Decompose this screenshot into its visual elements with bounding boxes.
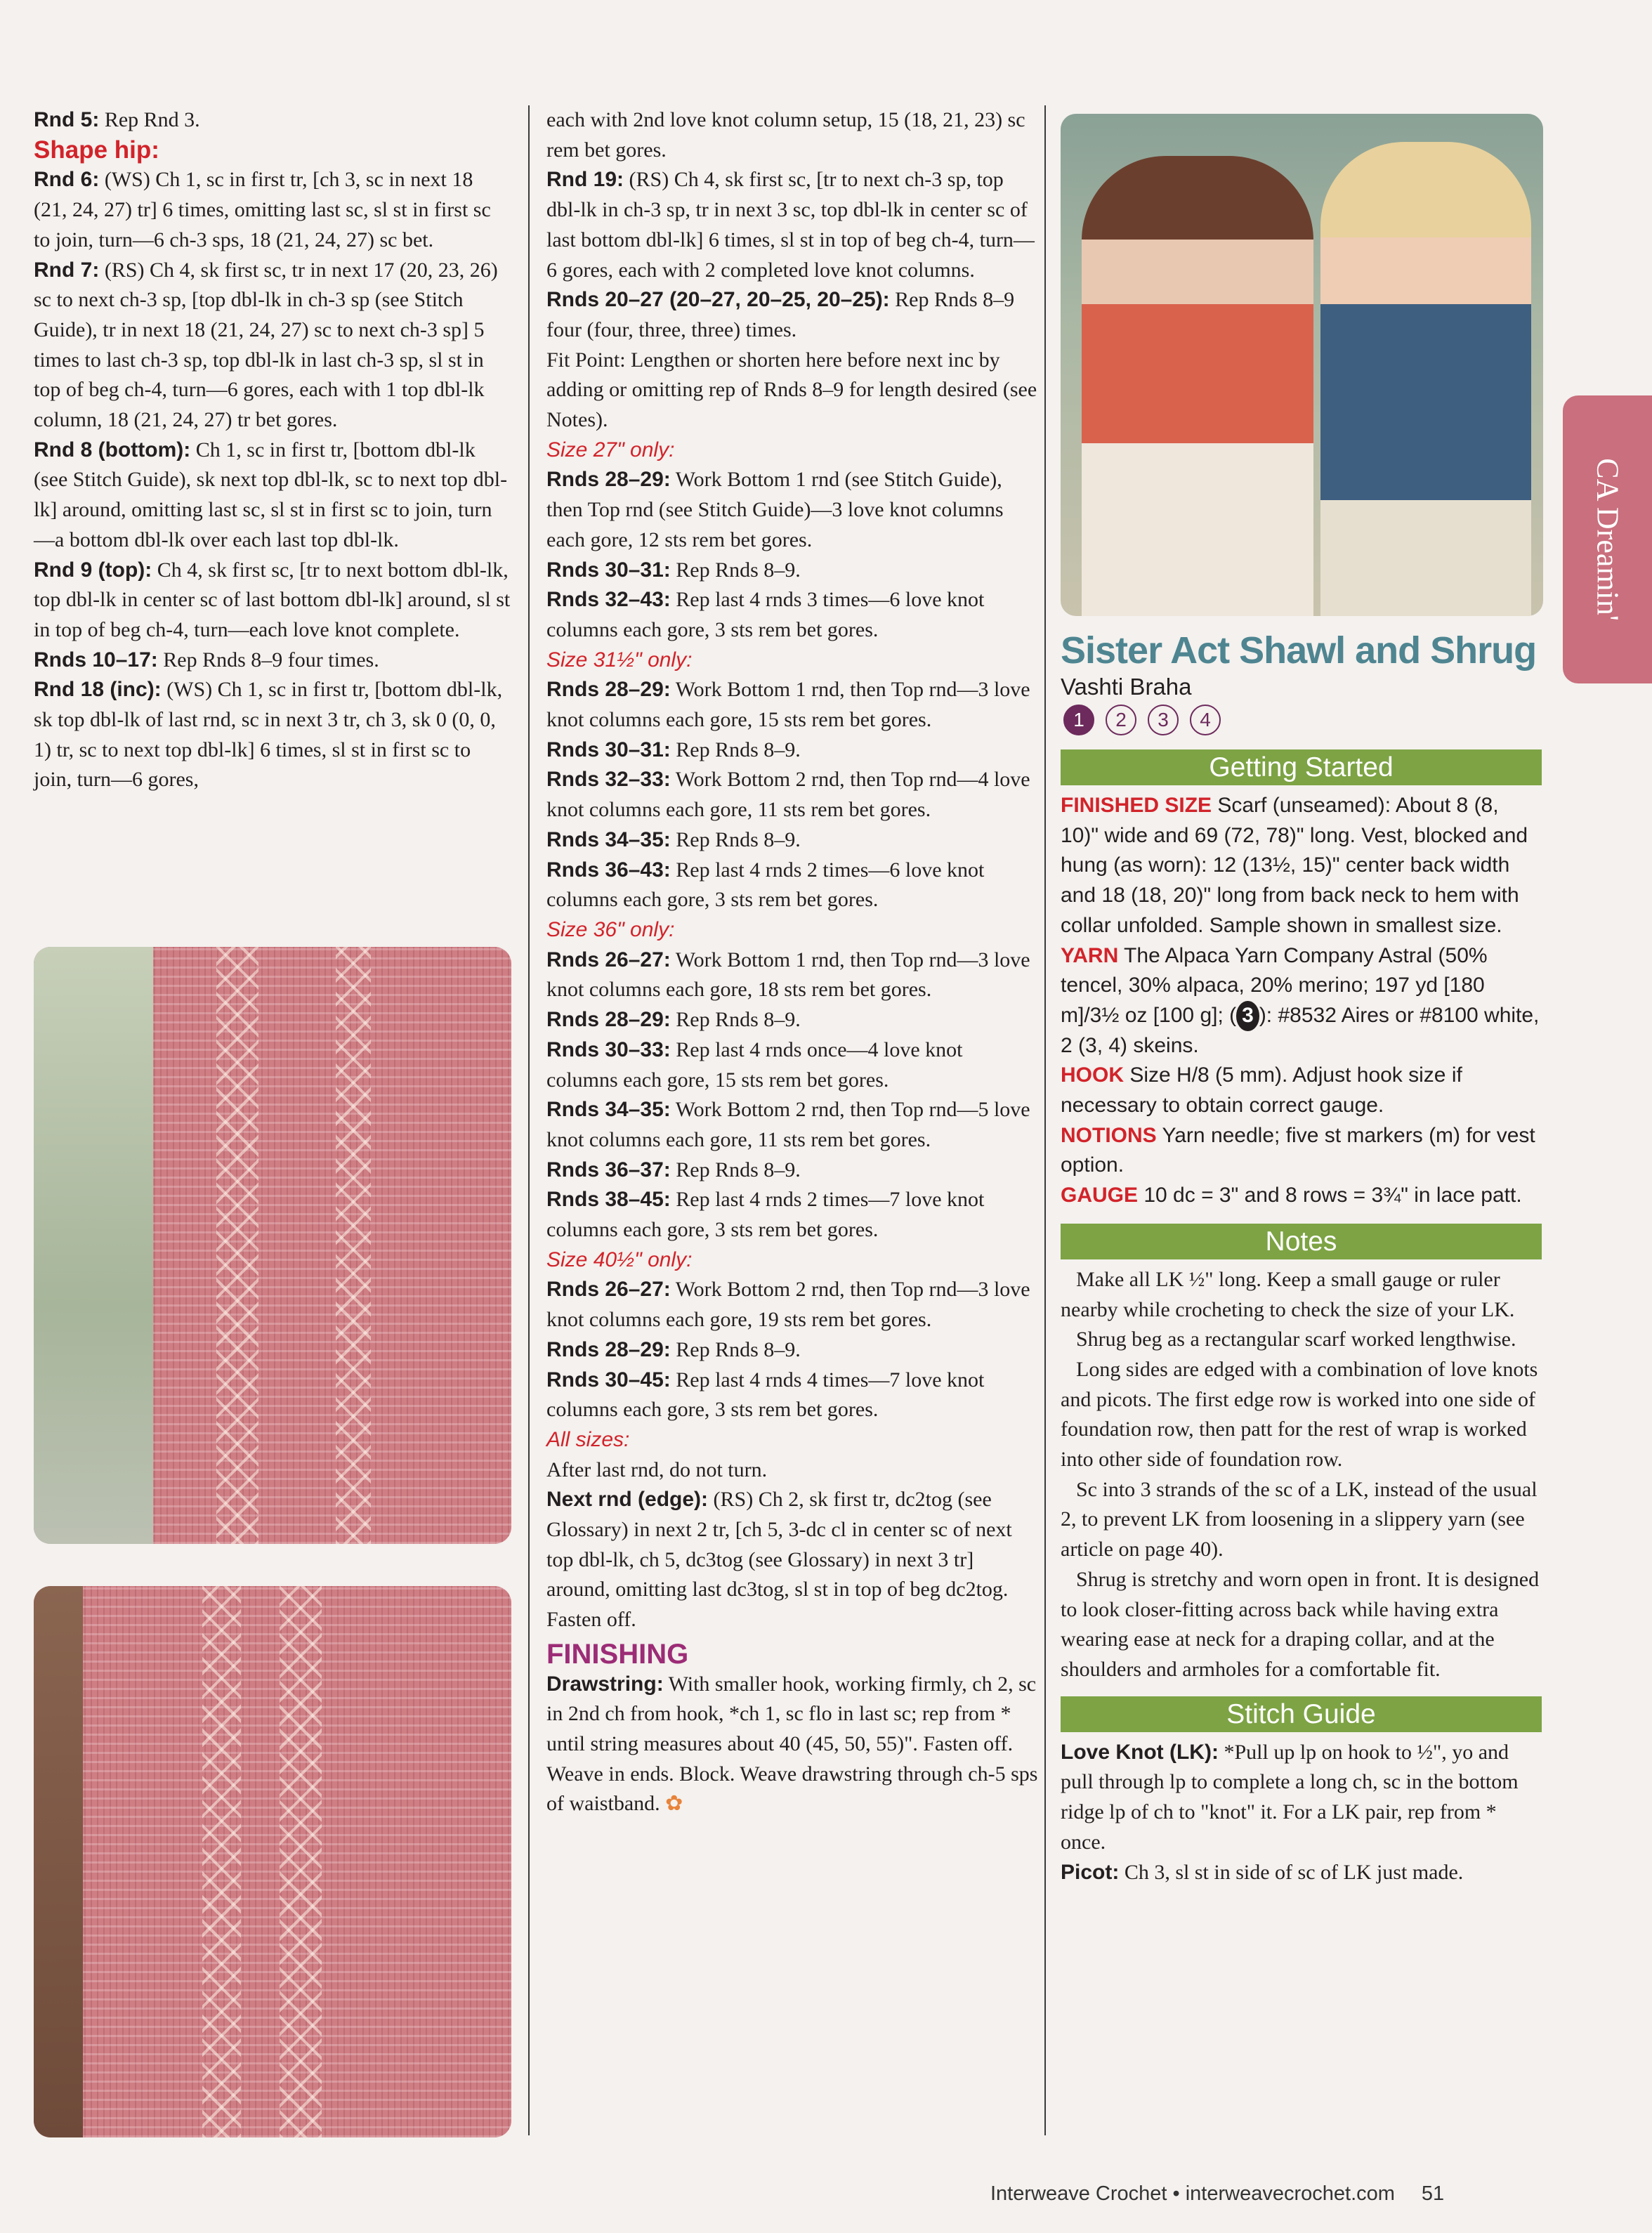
size-36-rnd: Rnds 34–35: Work Bottom 2 rnd, then Top rnd—5 love knot columns each gore, 11 sts rem bet gores. [546,1098,1030,1151]
love-knot-def: Love Knot (LK): *Pull up lp on hook to ½", yo and pull through lp to complete a long ch, sc in the bottom ridge lp of ch to "knot" it. For a LK pair, rep from * once. [1061,1740,1519,1854]
models-photo [1061,114,1543,616]
size-36-rnd: Rnds 38–45: Rep last 4 rnds 2 times—7 love knot columns each gore, 3 sts rem bet gores. [546,1188,985,1242]
note: Make all LK ½" long. Keep a small gauge or ruler nearby while crocheting to check the size of your LK. [1061,1267,1515,1321]
size-36-rnd: Rnds 26–27: Work Bottom 1 rnd, then Top rnd—3 love knot columns each gore, 18 sts rem bet gores. [546,948,1030,1002]
pattern-author: Vashti Braha [1061,674,1192,700]
love-knot-column [280,1586,322,2137]
picot-def: Picot: Ch 3, sl st in side of sc of LK just made. [1061,1860,1464,1884]
column-divider [528,105,530,2135]
rnd-6: Rnd 6: (WS) Ch 1, sc in first tr, [ch 3, sc in next 18 (21, 24, 27) tr] 6 times, omitting last sc, sl st in first sc to join, turn—6 ch-3 sps, 18 (21, 24, 27) sc bet. [34,168,491,251]
stitch-guide-header: Stitch Guide [1061,1696,1542,1732]
rnd-19: Rnd 19: (RS) Ch 4, sk first sc, [tr to next ch-3 sp, top dbl-lk in ch-3 sp, tr in next 3 sc, top dbl-lk in center sc of last bottom dbl-lk] 6 times, sl st in top of beg ch-4, turn—6 gores, each with 2 completed love knot columns. [546,168,1035,282]
size-31-rnd: Rnds 30–31: Rep Rnds 8–9. [546,738,801,761]
size-27-rnd: Rnds 30–31: Rep Rnds 8–9. [546,558,801,582]
finished-size: FINISHED SIZE Scarf (unseamed): About 8 (8, 10)" wide and 69 (72, 78)" long. Vest, blocked and hung (as worn): 12 (13½, 15)" center back width and 18 (18, 20)" long from back neck to hem with collar unfolded. Sample shown in smallest size. [1061,794,1528,937]
model-left [1082,156,1313,616]
all-sizes-text: After last rnd, do not turn. [546,1458,768,1481]
size-31-label: Size 31½" only: [546,648,693,672]
finishing-heading: FINISHING [546,1638,689,1670]
getting-started-header: Getting Started [1061,749,1542,785]
page-footer [990,2182,1444,2206]
fit-point: Fit Point: Lengthen or shorten here before next inc by adding or omitting rep of Rnds 8–9 for length desired (see Notes). [546,348,1037,432]
pattern-title: Sister Act Shawl and Shrug [1061,629,1537,672]
rnds-20-27: Rnds 20–27 (20–27, 20–25, 20–25): Rep Rnds 8–9 four (four, three, three) times. [546,288,1015,341]
love-knot-column [202,1586,241,2137]
yarn: YARN The Alpaca Yarn Company Astral (50% tencel, 30% alpaca, 20% merino; 197 yd [180 m]/3½ oz [100 g]; ( 3 ): #8532 Aires or #8100 white, 2 (3, 4) skeins. [1061,943,1540,1057]
rnd-5: Rnd 5: Rep Rnd 3. [34,108,200,131]
size-36-label: Size 36" only: [546,917,675,941]
size-27-rnd: Rnds 28–29: Work Bottom 1 rnd (see Stitch Guide), then Top rnd (see Stitch Guide)—3 love knot columns each gore, 12 sts rem bet gores. [546,468,1004,551]
love-knot-column [336,947,371,1544]
column-divider [1044,105,1046,2135]
size-36-rnd: Rnds 30–33: Rep last 4 rnds once—4 love knot columns each gore, 15 sts rem bet gores. [546,1037,963,1092]
column-right [1061,629,1542,1887]
skill-level-4: 4 [1190,705,1221,735]
notes-header: Notes [1061,1224,1542,1259]
skirt-photo-top [34,947,511,1544]
note: Sc into 3 strands of the sc of a LK, instead of the usual 2, to prevent LK from loosening in a slippery yarn (see article on page 40). [1061,1477,1538,1561]
rnd-9: Rnd 9 (top): Ch 4, sk first sc, [tr to next bottom dbl-lk, top dbl-lk in center sc of last bottom dbl-lk] around, sl st in top of beg ch-4, turn—each love knot complete. [34,558,511,641]
page-number: 51 [1421,2182,1445,2205]
rnds-10-17: Rnds 10–17: Rep Rnds 8–9 four times. [34,648,379,672]
skill-level-2: 2 [1106,705,1136,735]
yarn-weight-icon: 3 [1236,1001,1259,1031]
hook: HOOK Size H/8 (5 mm). Adjust hook size if necessary to obtain correct gauge. [1061,1063,1462,1118]
size-31-rnd: Rnds 34–35: Rep Rnds 8–9. [546,827,801,851]
drawstring: Drawstring: With smaller hook, working firmly, ch 2, sc in 2nd ch from hook, *ch 1, sc flo in last sc; rep from * until string measures about 40 (45, 50, 55)". Fasten off. Weave in ends. Block. Weave drawstring through ch-5 sps of waistband. ✿ [546,1672,1038,1816]
note: Shrug beg as a rectangular scarf worked lengthwise. [1076,1328,1516,1351]
skill-level-3: 3 [1148,705,1179,735]
size-40-rnd: Rnds 28–29: Rep Rnds 8–9. [546,1337,801,1361]
footer-publication: Interweave Crochet • interweavecrochet.com [990,2182,1395,2205]
edge-rnd: Next rnd (edge): (RS) Ch 2, sk first tr, dc2tog (see Glossary) in next 2 tr, [ch 5, 3-dc cl in center sc of next top dbl-lk, ch 5, dc3tog (see Glossary) in next 3 tr] around, omitting last dc3tog, sl st in top of beg dc2tog. Fasten off. [546,1488,1012,1632]
notions: NOTIONS Yarn needle; five st markers (m) for vest option. [1061,1123,1535,1177]
shape-hip-heading: Shape hip: [34,136,159,164]
rnd-18: Rnd 18 (inc): (WS) Ch 1, sc in first tr, [bottom dbl-lk, sk top dbl-lk of last rnd, sc in next 3 tr, ch 3, sk 0 (0, 0, 1) tr, sc to next top dbl-lk] 6 times, sl st in first sc to join, turn—6 gores, [34,678,503,792]
size-31-rnd: Rnds 36–43: Rep last 4 rnds 2 times—6 love knot columns each gore, 3 sts rem bet gores. [546,858,985,912]
gauge: GAUGE 10 dc = 3" and 8 rows = 3¾" in lace patt. [1061,1184,1522,1207]
rnd-7: Rnd 7: (RS) Ch 4, sk first sc, tr in next 17 (20, 23, 26) sc to next ch-3 sp, [top dbl-lk in ch-3 sp (see Stitch Guide), tr in next 18 (21, 24, 27) sc to next ch-3 sp] 5 times to last ch-3 sp, top dbl-lk in last ch-3 sp, sl st in top of beg ch-4, turn—6 gores, each with 1 top dbl-lk column, 18 (21, 24, 27) tr bet gores. [34,258,498,432]
model-right [1320,142,1531,616]
size-27-rnd: Rnds 32–43: Rep last 4 rnds 3 times—6 love knot columns each gore, 3 sts rem bet gores. [546,588,985,641]
skirt-photo-bottom [34,1586,511,2137]
size-36-rnd: Rnds 28–29: Rep Rnds 8–9. [546,1008,801,1032]
size-31-rnd: Rnds 28–29: Work Bottom 1 rnd, then Top rnd—3 love knot columns each gore, 15 sts rem bet gores. [546,678,1030,732]
love-knot-column [216,947,258,1544]
all-sizes-label: All sizes: [546,1427,630,1451]
size-36-rnd: Rnds 36–37: Rep Rnds 8–9. [546,1158,801,1181]
skill-levels [1063,705,1542,735]
size-31-rnd: Rnds 32–33: Work Bottom 2 rnd, then Top rnd—4 love knot columns each gore, 11 sts rem bet gores. [546,768,1030,822]
end-flower-icon: ✿ [665,1792,683,1816]
size-40-rnd: Rnds 30–45: Rep last 4 rnds 4 times—7 love knot columns each gore, 3 sts rem bet gores. [546,1368,985,1422]
column-middle [546,105,1038,1819]
size-27-label: Size 27" only: [546,438,675,461]
rnd-8: Rnd 8 (bottom): Ch 1, sc in first tr, [bottom dbl-lk (see Stitch Guide), sk next top dbl-lk, sc to next top dbl-lk] around, omitting last sc, sl st in first sc to join, turn—a bottom dbl-lk over each last top dbl-lk. [34,438,508,551]
section-tab: CA Dreamin' [1563,395,1652,683]
note: Shrug is stretchy and worn open in front. It is designed to look closer-fitting across back while having extra wearing ease at neck for a draping collar, and at the shoulders and armholes for a comfortable fit. [1061,1567,1540,1681]
rnd-18-cont: each with 2nd love knot column setup, 15 (18, 21, 23) sc rem bet gores. [546,108,1025,162]
size-40-rnd: Rnds 26–27: Work Bottom 2 rnd, then Top rnd—3 love knot columns each gore, 19 sts rem bet gores. [546,1278,1030,1332]
background-foliage [34,947,153,1544]
column-left [34,105,511,795]
size-40-label: Size 40½" only: [546,1248,693,1271]
skill-level-1: 1 [1063,705,1094,735]
background-wood [34,1586,83,2137]
note: Long sides are edged with a combination of love knots and picots. The first edge row is worked into one side of foundation row, then patt for the rest of wrap is worked into other side of foundation row. [1061,1357,1538,1472]
